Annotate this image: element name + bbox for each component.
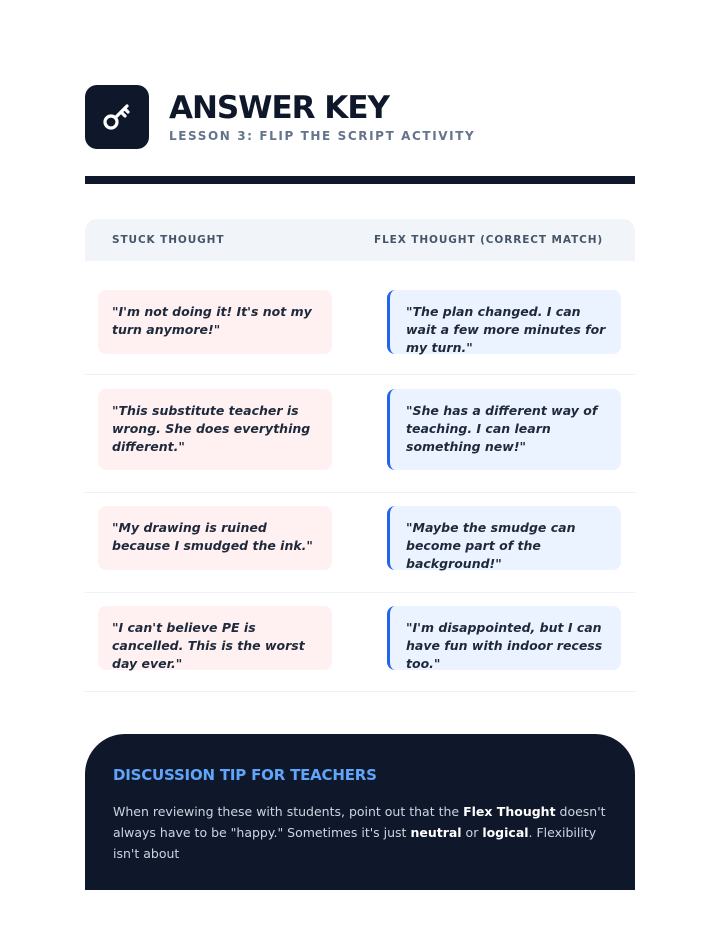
header-divider bbox=[85, 176, 635, 184]
tip-emphasis: Flex Thought bbox=[463, 804, 556, 819]
header-titles bbox=[169, 91, 475, 143]
tip-title: DISCUSSION TIP FOR TEACHERS bbox=[113, 766, 377, 784]
flex-thought-card: "Maybe the smudge can become part of the background!" bbox=[387, 506, 621, 570]
discussion-tip-panel bbox=[85, 734, 635, 890]
table-row bbox=[85, 493, 635, 593]
table-header bbox=[85, 219, 635, 261]
column-header-flex: FLEX THOUGHT (CORRECT MATCH) bbox=[374, 234, 604, 246]
page-header bbox=[85, 84, 635, 150]
stuck-thought-card: "I'm not doing it! It's not my turn anymore!" bbox=[98, 290, 332, 354]
key-icon bbox=[100, 100, 134, 134]
flex-thought-card: "She has a different way of teaching. I can learn something new!" bbox=[387, 389, 621, 470]
page-title: ANSWER KEY bbox=[169, 90, 389, 126]
logo-badge bbox=[85, 85, 149, 149]
table-row bbox=[85, 375, 635, 493]
tip-text: doesn't always have to be "happy." Sometimes it's just bbox=[113, 804, 606, 840]
page-subtitle: LESSON 3: FLIP THE SCRIPT ACTIVITY bbox=[169, 129, 476, 143]
tip-emphasis: logical bbox=[482, 825, 529, 840]
stuck-thought-card: "I can't believe PE is cancelled. This is the worst day ever." bbox=[98, 606, 332, 670]
table-row bbox=[85, 261, 635, 375]
stuck-thought-card: "This substitute teacher is wrong. She does everything different." bbox=[98, 389, 332, 470]
flex-thought-card: "The plan changed. I can wait a few more minutes for my turn." bbox=[387, 290, 621, 354]
table-row bbox=[85, 593, 635, 692]
column-header-stuck: STUCK THOUGHT bbox=[112, 234, 225, 246]
tip-text: . Flexibility isn't about bbox=[113, 825, 597, 861]
tip-text: When reviewing these with students, point out that the bbox=[113, 804, 464, 819]
tip-body bbox=[113, 801, 618, 864]
tip-emphasis: neutral bbox=[410, 825, 462, 840]
flex-thought-card: "I'm disappointed, but I can have fun with indoor recess too." bbox=[387, 606, 621, 670]
tip-text: or bbox=[461, 825, 483, 840]
stuck-thought-card: "My drawing is ruined because I smudged the ink." bbox=[98, 506, 332, 570]
